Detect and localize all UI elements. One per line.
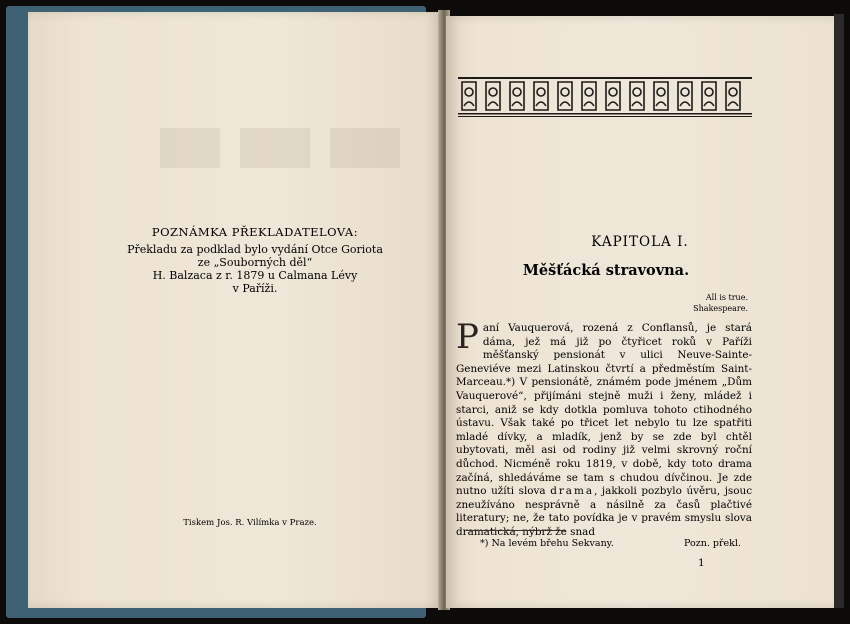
page-number: 1 [698, 557, 705, 569]
translator-note-line: Překladu za podklad bylo vydání Otce Goriota [127, 243, 383, 256]
footnote: *) Na levém břehu Sekvany. [480, 538, 614, 549]
chapter-body-text [456, 317, 753, 540]
body-paragraph: aní Vauquerová, rozená z Conflansů, je stará dáma, jež má již po čtyřicet roků v Paříži měšťanský pensionát v ulici Neuve-Sainte-Geneviéve mezi Latinskou čtvrtí a předměstím Saint-Marceau.*) V pensionátě, známém pode jménem „Dům Vauquerové“, přijímáni stejně muži i ženy, mládež i starci, aniž se kdy dotkla pomluva tohoto ctihodného ústavu. Však také po třicet let nebylo tu lze spatřiti mladé dívky, a mladík, jenž by se zde byl chtěl ubytovati, měl asi od rodiny již velmi skrovný roční důchod. Nicméně roku 1819, v době, kdy toto drama začíná, shledáváme se tam s chudou dívčinou. Je zde nutno užíti slova [456, 322, 752, 498]
epigraph-author: Shakespeare. [693, 304, 748, 313]
body-paragraph-continued: , jakkoli pozbylo úvěru, jsouc zneužíváno nesprávně a násilně za časů plačtivé literatury; ne, že tato povídka je v pravém smyslu slova dramatická, nýbrž že snad [456, 485, 753, 538]
translator-note-line: v Paříži. [232, 282, 278, 295]
translator-note [125, 226, 385, 295]
translator-note-line: H. Balzaca z r. 1879 u Calmana Lévy [152, 269, 358, 282]
footnote-divider [466, 530, 566, 531]
show-through-decoration [150, 118, 410, 187]
chapter-title: Měšťácká stravovna. [522, 262, 690, 279]
page-edge [834, 14, 844, 608]
printer-imprint: Tiskem Jos. R. Vilímka v Praze. [183, 518, 317, 528]
emphasized-word: drama [550, 485, 595, 498]
footnote-credit: Pozn. překl. [684, 538, 741, 549]
ornament-headpiece [458, 76, 752, 118]
epigraph [650, 292, 748, 314]
epigraph-quote: All is true. [705, 293, 748, 302]
translator-note-line: ze „Souborných děl“ [197, 256, 313, 269]
chapter-heading: KAPITOLA I. [591, 234, 689, 250]
drop-cap: P [456, 317, 479, 357]
translator-note-heading: POZNÁMKA PŘEKLADATELOVA: [151, 225, 359, 239]
